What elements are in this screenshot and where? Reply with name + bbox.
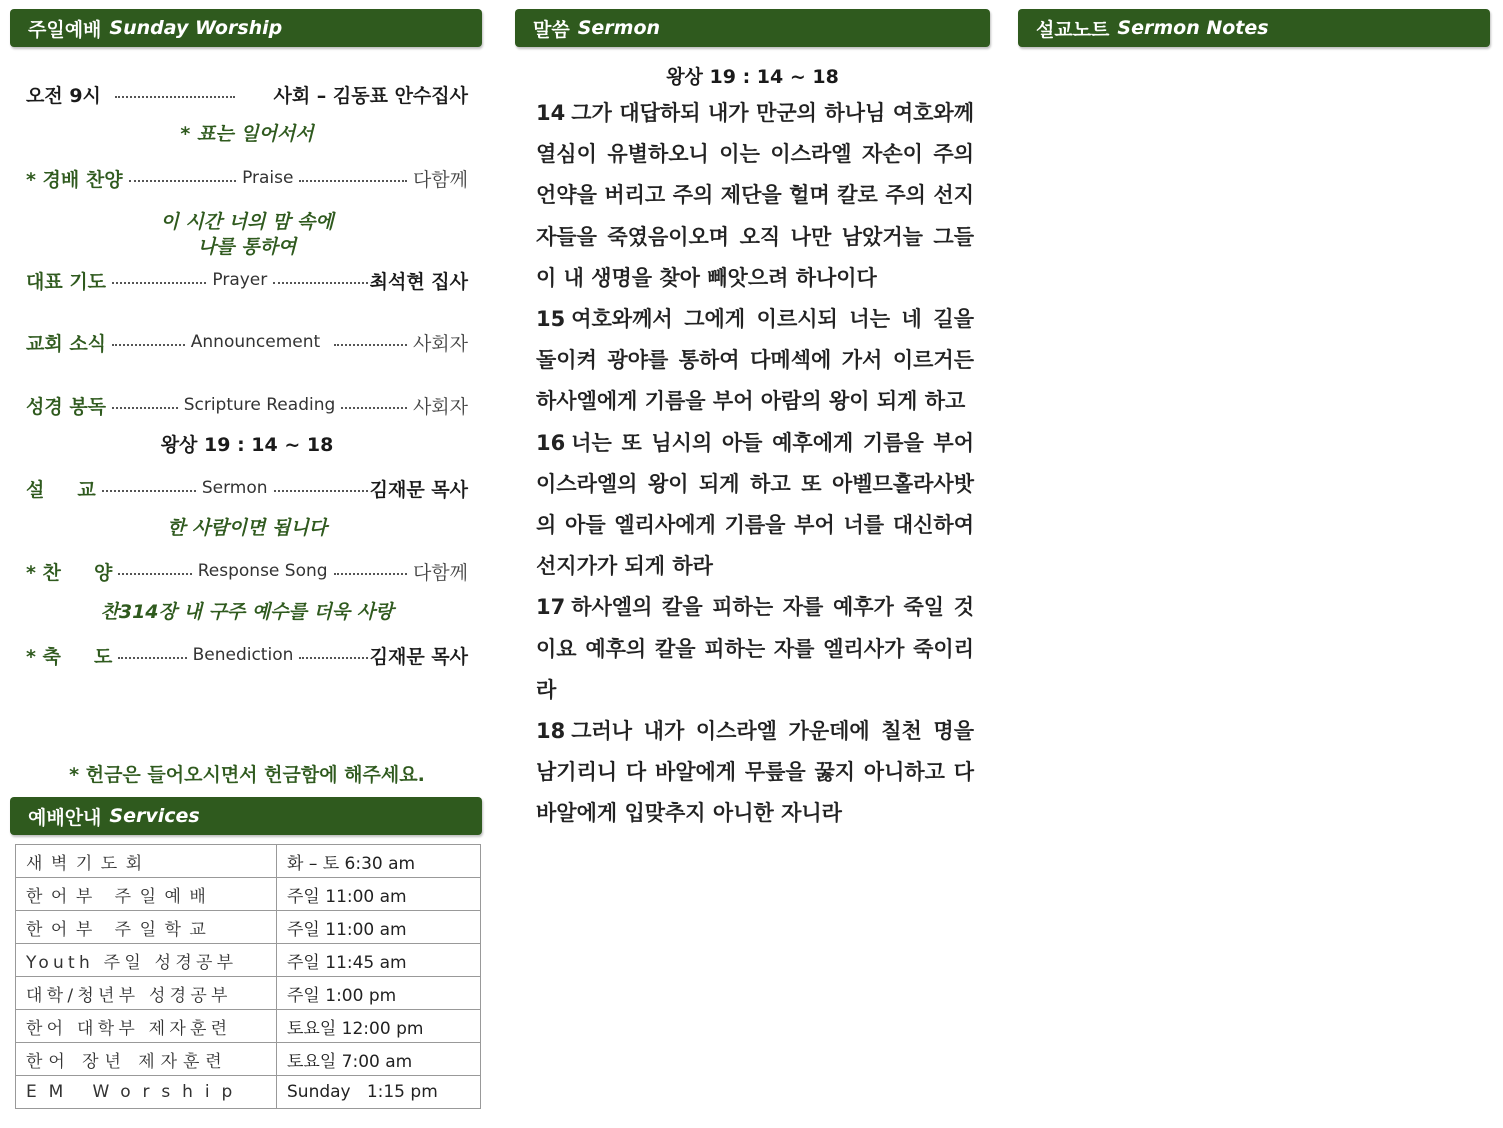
notes-header-ko: 설교노트 [1036,18,1110,41]
sermon-en: Sermon [201,478,268,498]
praise-who: 다함께 [412,168,468,191]
table-row [16,977,481,1010]
benediction-row [26,640,468,670]
service-name: EM Worship [16,1076,277,1109]
verse [536,299,974,423]
leader-dots [274,490,368,492]
sermon-header-ko: 말씀 [533,18,570,41]
scripture-reading-row [26,390,468,420]
service-name: 새벽기도회 [16,845,277,878]
praise-song-line2: 나를 통하여 [197,236,297,258]
service-name: 대학/청년부 성경공부 [16,977,277,1010]
verse-text: 너는 또 님시의 아들 예후에게 기름을 부어 이스라엘의 왕이 되게 하고 또 아벨므홀라사밧의 아들 엘리사에게 기름을 부어 너를 대신하여 선지가가 되게 하라 [536,430,974,579]
scripture-text [536,93,974,835]
leader-dots [118,573,191,575]
prayer-label: 대표 기도 [26,270,107,293]
announcement-en: Announcement [190,332,321,352]
leader-dots [102,490,196,492]
sermon-reference: 왕상 19 : 14 ~ 18 [666,66,839,88]
sermon-who: 김재문 목사 [369,478,468,501]
verse-number: 16 [536,430,566,455]
worship-header-en: Sunday Worship [109,17,283,39]
verse-number: 14 [536,101,566,125]
scripture-en: Scripture Reading [183,395,336,415]
table-row [16,845,481,878]
leader-dots [112,344,185,346]
notes-header-en: Sermon Notes [1117,17,1269,39]
table-row [16,878,481,911]
service-name: 한어 대학부 제자훈련 [16,1010,277,1043]
leader-dots [299,657,367,659]
verse-text: 여호와께서 그에게 이르시되 너는 네 길을 돌이켜 광야를 통하여 다메섹에 가서 이르거든 하사엘에게 기름을 부어 아람의 왕이 되게 하고 [536,307,974,414]
response-label: * 찬 양 [26,561,113,584]
opening-row [26,79,468,109]
leader-dots [129,180,236,182]
opening-leader: 사회 – 김동표 안수집사 [273,84,468,107]
opening-time: 오전 9시 [26,84,101,107]
announcement-who: 사회자 [412,332,468,355]
scripture-who: 사회자 [412,395,469,418]
leader-dots [334,344,407,346]
verse-number: 15 [536,307,566,332]
notes-area[interactable] [1018,52,1490,1112]
service-time: 토요일 12:00 pm [277,1010,481,1043]
sermon-label: 설 교 [26,478,96,501]
service-time: 주일 11:45 am [277,944,481,977]
service-name: 한어부 주일예배 [16,878,277,911]
service-time: 주일 1:00 pm [277,977,481,1010]
prayer-en: Prayer [212,270,268,290]
worship-header-ko: 주일예배 [28,18,102,41]
sermon-header-en: Sermon [577,17,661,39]
services-header-ko: 예배안내 [28,806,102,829]
service-time: 화 – 토 6:30 am [277,845,481,878]
scripture-label: 성경 봉독 [26,395,107,418]
service-name: Youth 주일 성경공부 [16,944,277,977]
response-row [26,556,468,586]
announcement-row [26,327,468,357]
verse-text: 그러나 내가 이스라엘 가운데에 칠천 명을 남기리니 다 바알에게 무릎을 꿇지 아니하고 다 바알에게 입맞추지 아니한 자니라 [536,719,974,826]
response-en: Response Song [197,561,328,581]
stand-note: * 표는 일어서서 [180,123,314,145]
service-time: 주일 11:00 am [277,911,481,944]
announcement-label: 교회 소식 [26,332,107,355]
response-who: 다함께 [412,561,468,584]
services-table [15,844,481,1109]
leader-dots [299,180,406,182]
prayer-row [26,265,468,295]
scripture-ref: 왕상 19 : 14 ~ 18 [160,434,334,456]
offering-note: * 헌금은 들어오시면서 헌금함에 해주세요. [69,764,425,786]
service-name: 한어부 주일학교 [16,911,277,944]
services-header [10,797,482,835]
praise-row [26,163,468,193]
sermon-title: 한 사람이면 됩니다 [166,517,328,539]
verse [536,587,974,711]
prayer-who: 최석현 집사 [369,270,469,293]
leader-dots [118,657,186,659]
verse-text: 그가 대답하되 내가 만군의 하나님 여호와께 열심이 유별하오니 이는 이스라엘 자손이 주의 언약을 버리고 주의 제단을 헐며 칼로 주의 선지자들을 죽였음이오며 오직 나만 남았거늘 그들이 내 생명을 찾아 빼앗으려 하나이다 [536,101,974,290]
response-song: 찬314장 내 구주 예수를 더욱 사랑 [100,601,394,623]
benediction-label: * 축 도 [26,645,113,668]
sermon-header [515,9,990,47]
praise-label: * 경배 찬양 [26,168,123,191]
worship-header [10,9,482,47]
sermon-row [26,473,468,503]
table-row [16,1043,481,1076]
service-time: 주일 11:00 am [277,878,481,911]
leader-dots [334,573,407,575]
service-time: Sunday 1:15 pm [277,1076,481,1109]
leader-dots [112,282,206,284]
leader-dots [341,407,407,409]
service-name: 한어 장년 제자훈련 [16,1043,277,1076]
table-row [16,1076,481,1109]
verse [536,423,974,588]
praise-en: Praise [242,168,294,188]
verse-number: 17 [536,595,566,620]
praise-song: 이 시간 너의 맘 속에 [160,211,334,233]
services-header-en: Services [109,805,200,827]
table-row [16,911,481,944]
verse [536,93,974,299]
benediction-en: Benediction [192,645,294,665]
notes-header [1018,9,1490,47]
verse [536,711,974,835]
leader-dots [115,96,235,98]
leader-dots [112,407,178,409]
service-time: 토요일 7:00 am [277,1043,481,1076]
verse-number: 18 [536,719,566,744]
table-row [16,944,481,977]
verse-text: 하사엘의 칼을 피하는 자를 예후가 죽일 것이요 예후의 칼을 피하는 자를 엘리사가 죽이리라 [536,595,974,702]
benediction-who: 김재문 목사 [369,645,469,668]
table-row [16,1010,481,1043]
leader-dots [273,282,367,284]
